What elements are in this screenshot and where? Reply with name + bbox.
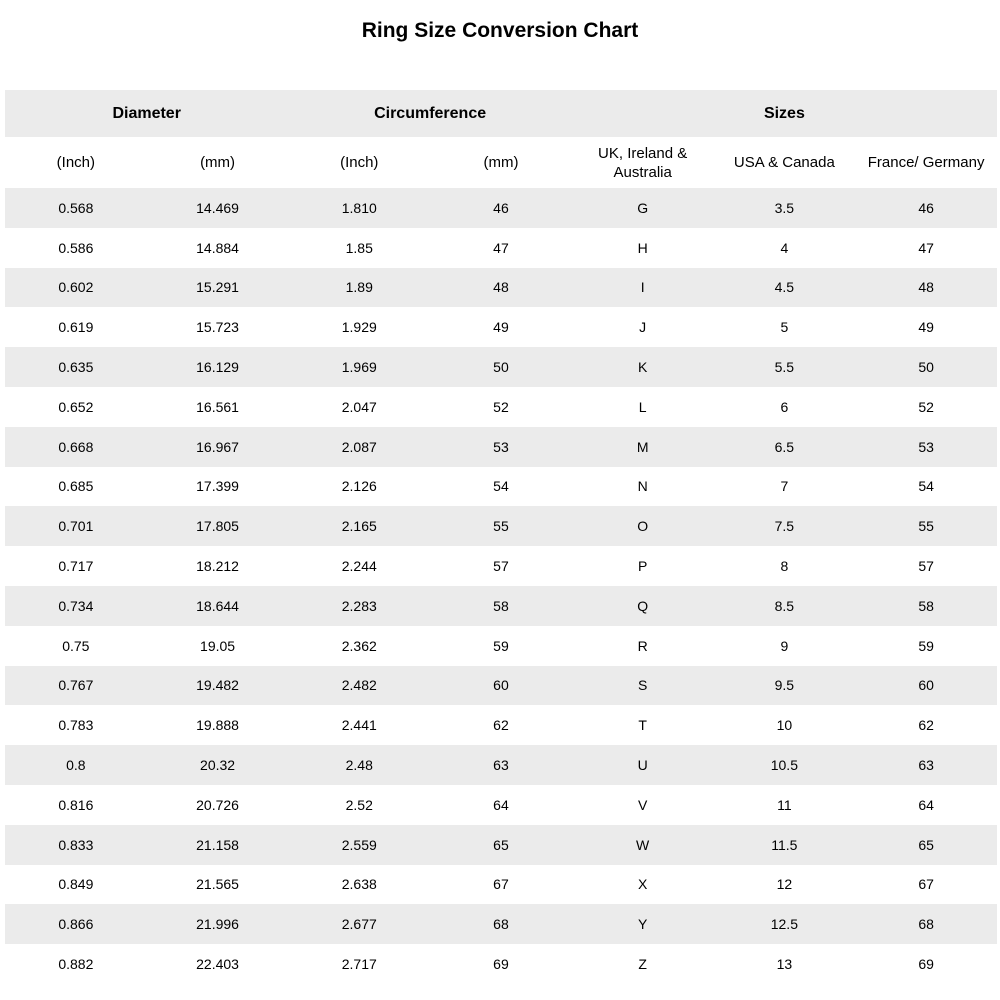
table-cell: W (636, 836, 650, 853)
table-cell: O (637, 518, 649, 535)
table-row (5, 904, 997, 944)
table-cell: 60 (918, 677, 934, 694)
table-cell: 46 (493, 199, 509, 216)
table-cell: 19.482 (196, 677, 239, 694)
column-header-france-germany: France/ Germany (855, 137, 997, 188)
table-cell: 14.469 (196, 199, 239, 216)
table-cell: 58 (918, 597, 934, 614)
table-row (5, 228, 997, 268)
table-cell: 0.866 (58, 916, 94, 933)
table-cell: 7 (780, 478, 789, 495)
table-cell: 2.482 (341, 677, 377, 694)
table-cell: 15.723 (196, 319, 239, 336)
table-row (5, 188, 997, 228)
table-cell: 17.399 (196, 478, 239, 495)
table-cell: K (637, 359, 648, 376)
table-row (5, 626, 997, 666)
table-cell: 8.5 (774, 597, 795, 614)
table-cell: 13 (776, 956, 793, 973)
table-cell: 2.638 (341, 876, 377, 893)
table-cell: H (637, 239, 648, 256)
table-cell: 57 (493, 558, 509, 575)
table-cell: 2.441 (341, 717, 377, 734)
table-cell: 2.52 (345, 796, 373, 813)
column-header-diameter-mm: (mm) (147, 137, 289, 188)
table-cell: 5.5 (774, 359, 795, 376)
table-cell: 63 (918, 757, 934, 774)
table-cell: 2.165 (341, 518, 377, 535)
table-cell: U (637, 757, 648, 774)
table-cell: 0.75 (62, 637, 90, 654)
table-cell: 62 (918, 717, 934, 734)
table-cell: 8 (780, 558, 789, 575)
column-group-sizes: Sizes (572, 90, 997, 137)
table-cell: 2.126 (341, 478, 377, 495)
table-cell: 65 (918, 836, 934, 853)
table-cell: 53 (918, 438, 934, 455)
table-cell: 6.5 (774, 438, 795, 455)
table-cell: 2.362 (341, 637, 377, 654)
table-cell: 17.805 (196, 518, 239, 535)
table-row (5, 785, 997, 825)
column-group-diameter: Diameter (5, 90, 288, 137)
table-cell: 47 (493, 239, 509, 256)
table-cell: S (637, 677, 648, 694)
table-row (5, 427, 997, 467)
table-row (5, 944, 997, 984)
table-cell: V (637, 796, 648, 813)
column-group-circumference: Circumference (288, 90, 571, 137)
table-cell: 67 (493, 876, 509, 893)
table-cell: L (638, 398, 647, 415)
table-row (5, 666, 997, 706)
table-cell: 1.810 (341, 199, 377, 216)
table-row (5, 268, 997, 308)
table-cell: 11 (777, 796, 792, 813)
table-cell: 57 (918, 558, 934, 575)
table-cell: 12.5 (770, 916, 798, 933)
table-cell: 0.568 (58, 199, 94, 216)
table-cell: X (637, 876, 648, 893)
table-cell: 47 (918, 239, 934, 256)
table-cell: 19.05 (200, 637, 236, 654)
table-cell: 16.967 (196, 438, 239, 455)
table-cell: 1.89 (345, 279, 373, 296)
table-cell: 0.849 (58, 876, 94, 893)
column-header-circumference-mm: (mm) (430, 137, 572, 188)
table-cell: 69 (493, 956, 509, 973)
table-cell: 50 (918, 359, 934, 376)
table-row (5, 705, 997, 745)
table-row (5, 506, 997, 546)
column-header-usa-canada: USA & Canada (714, 137, 856, 188)
table-cell: N (637, 478, 648, 495)
column-header-row (5, 137, 997, 188)
table-cell: 2.48 (345, 757, 373, 774)
table-cell: 54 (918, 478, 934, 495)
table-cell: P (637, 558, 648, 575)
table-cell: 9.5 (774, 677, 795, 694)
table-cell: R (637, 637, 648, 654)
table-cell: 64 (918, 796, 934, 813)
table-cell: 0.833 (58, 836, 94, 853)
table-row (5, 387, 997, 427)
table-cell: 46 (918, 199, 934, 216)
table-cell: 67 (918, 876, 934, 893)
table-cell: 50 (493, 359, 509, 376)
table-cell: 20.726 (196, 796, 239, 813)
table-cell: Q (637, 597, 649, 614)
table-cell: 6 (780, 398, 789, 415)
table-cell: 0.882 (58, 956, 94, 973)
table-cell: J (639, 319, 647, 336)
table-cell: 68 (918, 916, 934, 933)
table-cell: 0.717 (58, 558, 94, 575)
table-cell: 52 (493, 398, 509, 415)
table-cell: 63 (493, 757, 509, 774)
table-cell: Y (637, 916, 648, 933)
table-cell: 14.884 (196, 239, 239, 256)
table-cell: 16.561 (196, 398, 239, 415)
table-cell: 2.717 (341, 956, 377, 973)
table-cell: 55 (493, 518, 509, 535)
table-cell: 21.565 (196, 876, 239, 893)
table-cell: 2.283 (341, 597, 377, 614)
table-cell: 4.5 (774, 279, 795, 296)
table-cell: 0.816 (58, 796, 94, 813)
table-cell: 10.5 (770, 757, 798, 774)
table-cell: 54 (493, 478, 509, 495)
table-cell: 62 (493, 717, 509, 734)
table-cell: 21.996 (196, 916, 239, 933)
table-cell: 16.129 (196, 359, 239, 376)
table-cell: 10 (776, 717, 793, 734)
table-cell: 1.969 (341, 359, 377, 376)
table-cell: 18.644 (196, 597, 239, 614)
column-header-diameter-inch: (Inch) (5, 137, 147, 188)
table-cell: 0.783 (58, 717, 94, 734)
table-cell: 7.5 (774, 518, 795, 535)
table-body (5, 188, 997, 984)
table-cell: Z (638, 956, 647, 973)
table-cell: 0.701 (58, 518, 94, 535)
table-cell: 48 (493, 279, 509, 296)
table-cell: 19.888 (196, 717, 239, 734)
table-row (5, 825, 997, 865)
table-cell: 59 (918, 637, 934, 654)
table-cell: 0.767 (58, 677, 94, 694)
table-cell: 0.619 (58, 319, 94, 336)
table-cell: 0.734 (58, 597, 94, 614)
table-cell: 0.8 (66, 757, 86, 774)
table-cell: 58 (493, 597, 509, 614)
table-cell: T (638, 717, 647, 734)
table-cell: 4 (780, 239, 789, 256)
table-cell: 15.291 (196, 279, 239, 296)
table-cell: 0.652 (58, 398, 94, 415)
table-row (5, 745, 997, 785)
column-group-row (5, 90, 997, 137)
column-header-uk-ireland-australia: UK, Ireland & Australia (572, 137, 714, 188)
table-row (5, 307, 997, 347)
page-title: Ring Size Conversion Chart (361, 19, 639, 42)
table-cell: 52 (918, 398, 934, 415)
table-cell: 49 (918, 319, 934, 336)
column-header-circumference-inch: (Inch) (288, 137, 430, 188)
table-cell: 2.677 (341, 916, 377, 933)
table-cell: 11.5 (771, 836, 798, 853)
table-cell: 64 (493, 796, 509, 813)
table-cell: 48 (918, 279, 934, 296)
table-row (5, 467, 997, 507)
table-cell: 21.158 (196, 836, 239, 853)
table-cell: 3.5 (774, 199, 795, 216)
table-cell: 20.32 (200, 757, 236, 774)
ring-size-conversion-table (5, 90, 997, 984)
table-cell: 60 (493, 677, 509, 694)
table-row (5, 586, 997, 626)
table-cell: 55 (918, 518, 934, 535)
table-cell: 53 (493, 438, 509, 455)
table-header (5, 90, 997, 188)
table-cell: 0.586 (58, 239, 94, 256)
table-cell: 1.85 (345, 239, 373, 256)
table-cell: 9 (780, 637, 789, 654)
table-cell: 12 (776, 876, 793, 893)
table-cell: 2.087 (341, 438, 377, 455)
table-cell: 69 (918, 956, 934, 973)
table-row (5, 865, 997, 905)
table-cell: 59 (493, 637, 509, 654)
table-cell: 0.685 (58, 478, 94, 495)
table-cell: 2.047 (341, 398, 377, 415)
table-row (5, 347, 997, 387)
table-cell: 0.602 (58, 279, 94, 296)
table-cell: 0.668 (58, 438, 94, 455)
table-cell: 68 (493, 916, 509, 933)
table-cell: 2.559 (341, 836, 377, 853)
table-cell: 5 (780, 319, 789, 336)
table-cell: 2.244 (341, 558, 377, 575)
table-row (5, 546, 997, 586)
table-cell: 0.635 (58, 359, 94, 376)
table-cell: 65 (493, 836, 509, 853)
table-cell: M (636, 438, 649, 455)
table-cell: 22.403 (196, 956, 239, 973)
table-cell: G (637, 199, 649, 216)
table-cell: 18.212 (196, 558, 239, 575)
table-cell: I (640, 279, 645, 296)
table-cell: 1.929 (341, 319, 377, 336)
table-cell: 49 (493, 319, 509, 336)
